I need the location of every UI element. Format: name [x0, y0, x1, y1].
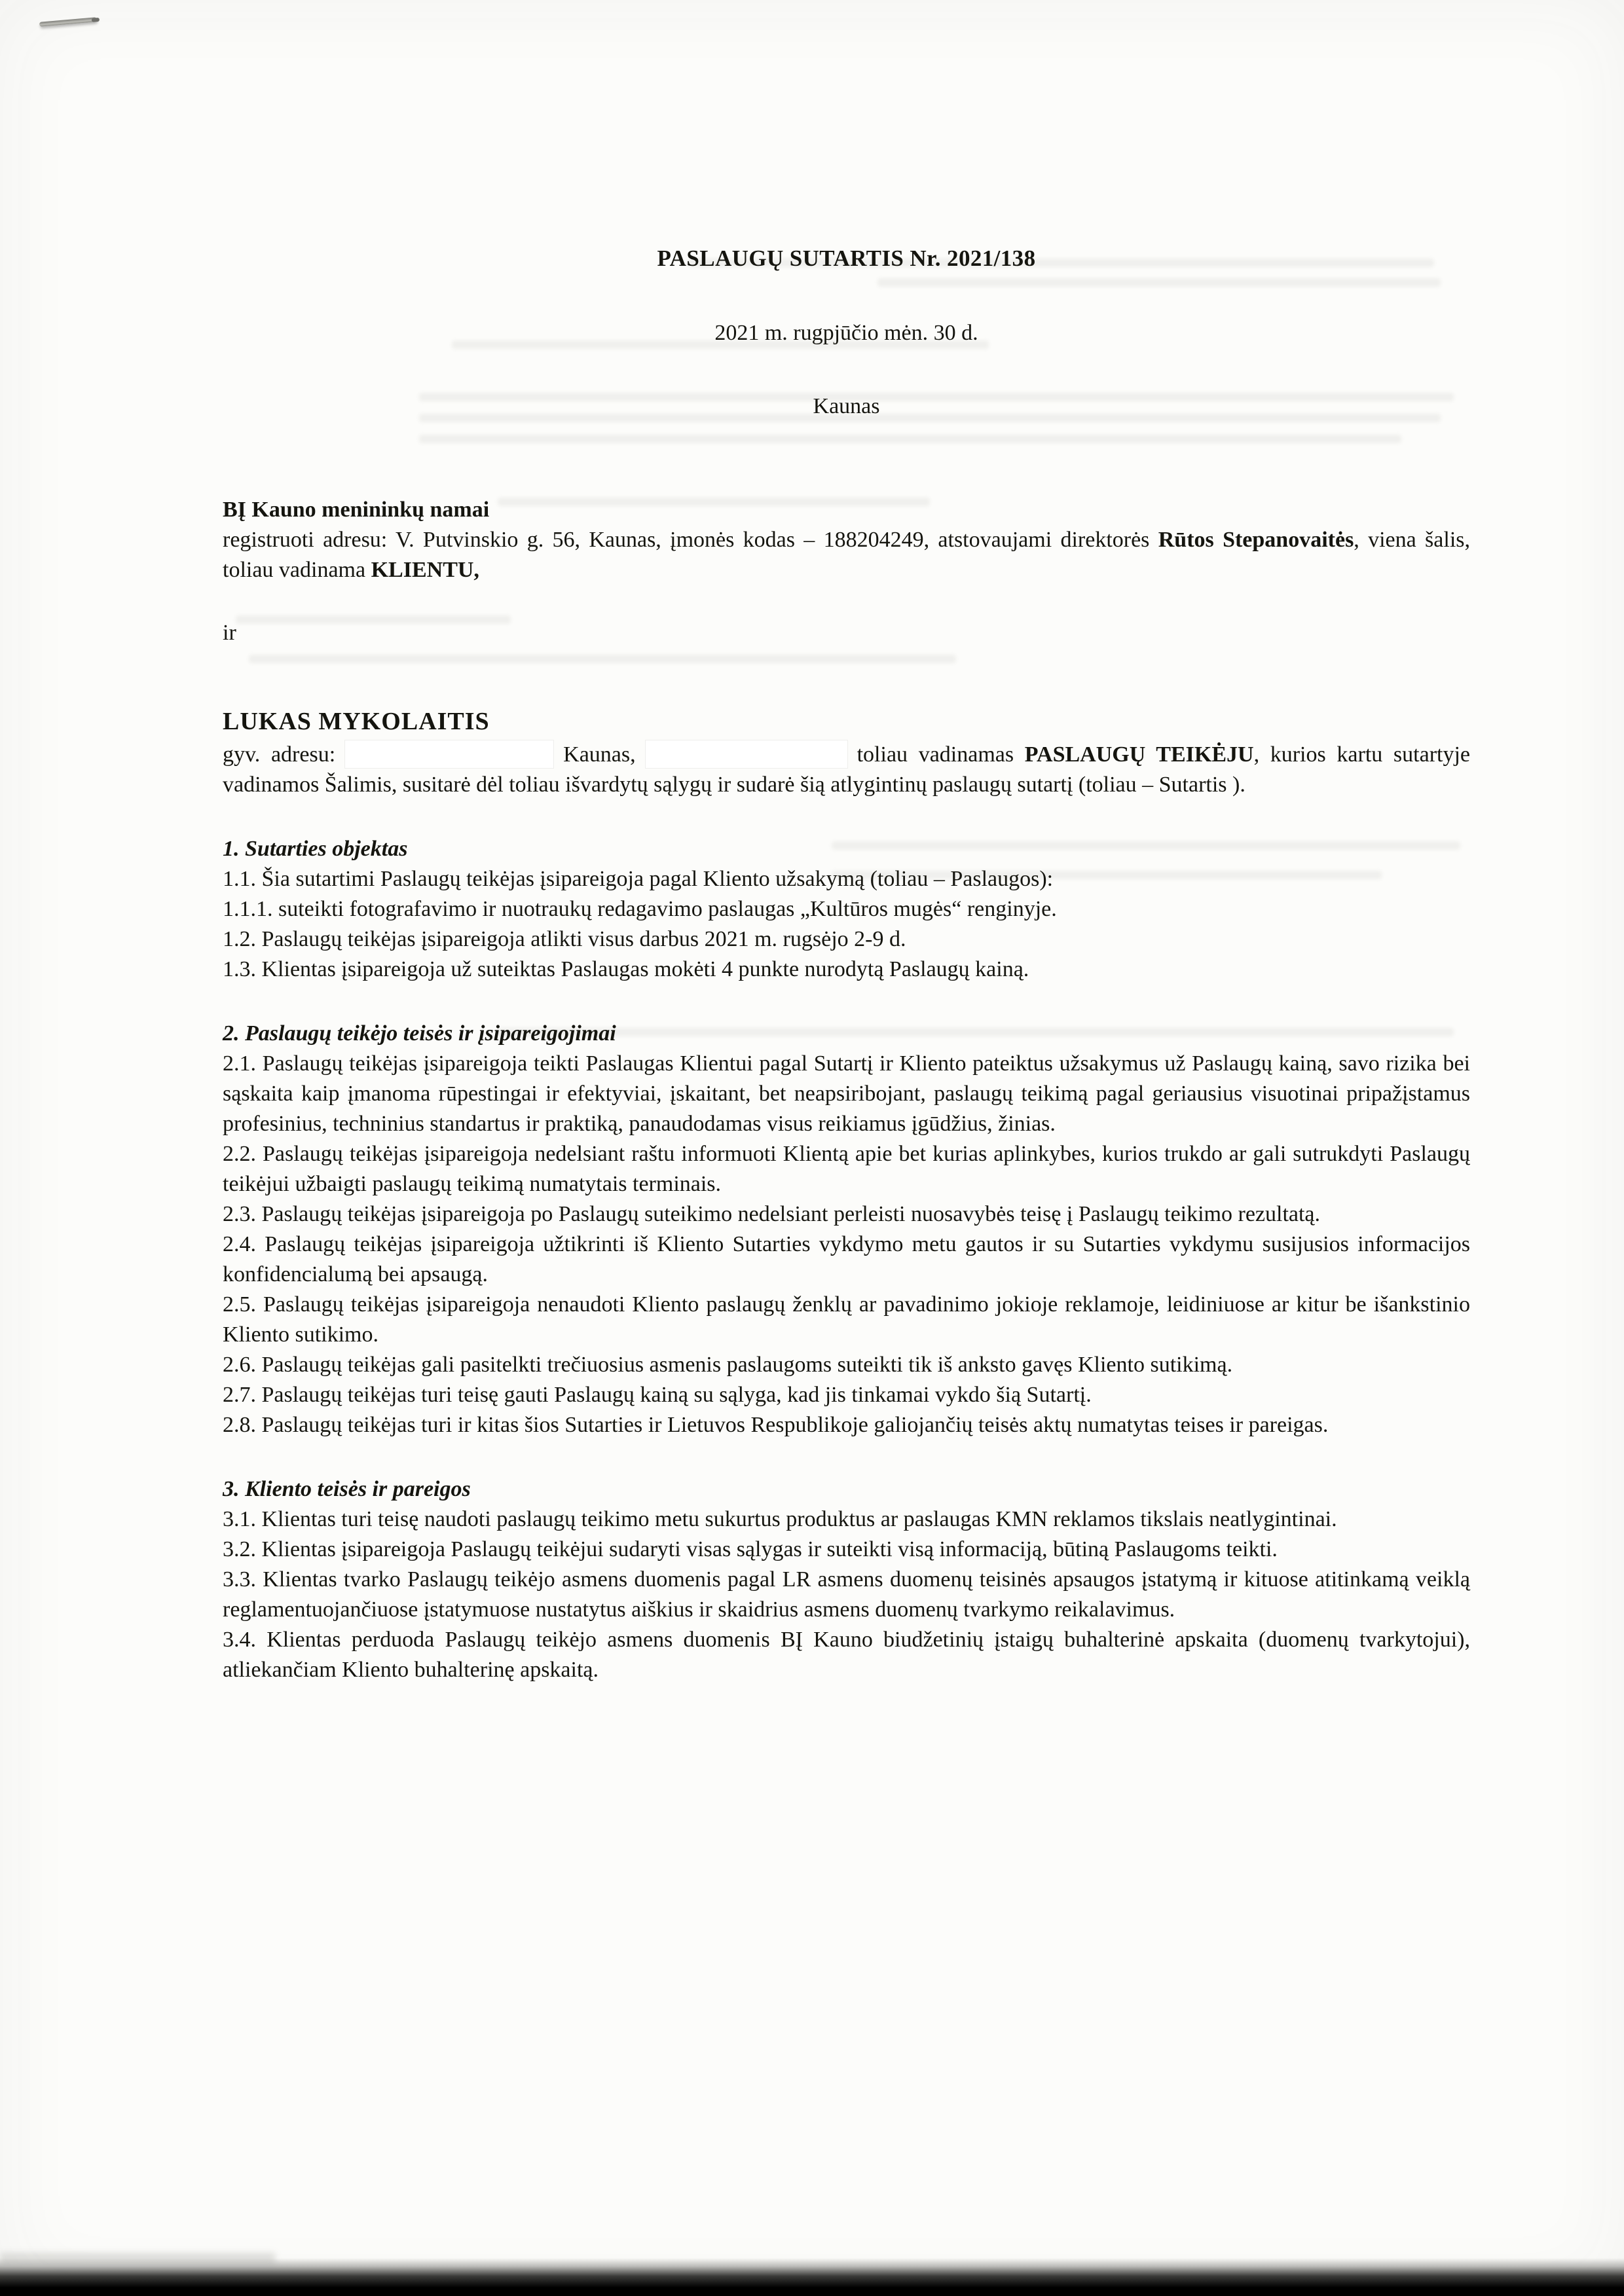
clause-paragraph: 2.5. Paslaugų teikėjas įsipareigoja nenaudoti Kliento paslaugų ženklų ar pavadinimo jokioje reklamoje, leidiniuose ar kitur be išankstinio Kliento sutikimo.: [223, 1292, 1470, 1347]
clause-paragraph: 2.3. Paslaugų teikėjas įsipareigoja po Paslaugų suteikimo nedelsiant perleisti nuosavybės teisę į Paslaugų teikimo rezultatą.: [223, 1202, 1321, 1226]
clause-paragraph: 2.1. Paslaugų teikėjas įsipareigoja teikti Paslaugas Klientui pagal Sutartį ir Kliento pateiktus užsakymus už Paslaugų kainą, savo rizika bei sąskaita kaip įmanoma rūpestingai ir efektyviai, įskaitant, bet neapsiribojant, paslaugų teikimą pagal geriausius visuotinai pripažįstamus profesinius, techninius standartus ir praktiką, panaudodamas visus reikiamus įgūdžius, žinias.: [223, 1051, 1470, 1136]
client-party-block: [223, 495, 1470, 585]
clause-paragraph: 3.4. Klientas perduoda Paslaugų teikėjo asmens duomenis BĮ Kauno biudžetinių įstaigų buhalterinė apskaita (duomenų tvarkytojui), atliekančiam Kliento buhalterinę apskaitą.: [223, 1628, 1470, 1682]
section-heading: 1. Sutarties objektas: [223, 837, 408, 861]
clause-paragraph: 2.8. Paslaugų teikėjas turi ir kitas šios Sutarties ir Lietuvos Respublikoje galiojančių teisės aktų numatytas teises ir pareigas.: [223, 1413, 1329, 1437]
contract-date: 2021 m. rugpjūčio mėn. 30 d.: [714, 321, 978, 345]
contract-sections: [223, 834, 1470, 1685]
client-term: KLIENTU,: [371, 558, 479, 582]
provider-name: LUKAS MYKOLAITIS: [223, 708, 490, 735]
provider-address-city: Kaunas,: [563, 742, 636, 767]
clause-paragraph: 1.2. Paslaugų teikėjas įsipareigoja atlikti visus darbus 2021 m. rugsėjo 2-9 d.: [223, 927, 906, 951]
clause-paragraph: 1.1. Šia sutartimi Paslaugų teikėjas įsipareigoja pagal Kliento užsakymą (toliau – Paslaugos):: [223, 867, 1054, 891]
provider-designation-tail: , kurios kartu sutartyje vadinamos Šalimis, susitarė dėl toliau išvardytų sąlygų ir sudarė šią atlygintinų paslaugų sutartį (toliau – Sutartis ).: [223, 742, 1470, 797]
provider-address-label: gyv. adresu:: [223, 742, 336, 767]
staple-mark: [39, 17, 97, 27]
scanner-edge-shadow: [0, 2258, 1624, 2296]
provider-term: PASLAUGŲ TEIKĖJU: [1024, 742, 1254, 767]
provider-designation-lead: toliau vadinamas: [857, 742, 1025, 767]
clause-paragraph: 1.3. Klientas įsipareigoja už suteiktas Paslaugas mokėti 4 punkte nurodytą Paslaugų kainą.: [223, 957, 1029, 981]
contract-content: [223, 244, 1470, 1685]
redaction-box: [645, 740, 848, 769]
clause-paragraph: 3.3. Klientas tvarko Paslaugų teikėjo asmens duomenis pagal LR asmens duomenų teisinės apsaugos įstatymą ir kituose atitinkamą veiklą reglamentuojančiuose įstatymuose nustatytus aiškius ir skaidrius asmens duomenų tvarkymo reikalavimus.: [223, 1567, 1470, 1622]
contract-city: Kaunas: [813, 394, 880, 418]
clause-paragraph: 3.2. Klientas įsipareigoja Paslaugų teikėjui sudaryti visas sąlygas ir suteikti visą informaciją, būtiną Paslaugoms teikti.: [223, 1537, 1278, 1561]
clause-paragraph: 3.1. Klientas turi teisę naudoti paslaugų teikimo metu sukurtus produktus ar paslaugas KMN reklamos tikslais neatlygintinai.: [223, 1507, 1337, 1531]
clause-paragraph: 2.6. Paslaugų teikėjas gali pasitelkti trečiuosius asmenis paslaugoms suteikti tik iš anksto gavęs Kliento sutikimą.: [223, 1353, 1233, 1377]
client-after-director: , viena šalis, toliau vadinama: [223, 528, 1470, 582]
contract-title: PASLAUGŲ SUTARTIS Nr. 2021/138: [657, 246, 1036, 271]
client-registered-address: registruoti adresu: V. Putvinskio g. 56, Kaunas, įmonės kodas – 188204249, atstovaujami direktorės: [223, 528, 1158, 552]
clause-paragraph: 1.1.1. suteikti fotografavimo ir nuotraukų redagavimo paslaugas „Kultūros mugės“ renginyje.: [223, 897, 1057, 921]
redaction-box: [344, 740, 554, 769]
client-director-name: Rūtos Stepanovaitės: [1158, 528, 1354, 552]
clause-paragraph: 2.4. Paslaugų teikėjas įsipareigoja užtikrinti iš Kliento Sutarties vykdymo metu gautos ir su Sutarties vykdymu susijusios informacijos konfidencialumą bei apsaugą.: [223, 1232, 1470, 1286]
provider-party-block: [223, 740, 1470, 800]
section-heading: 2. Paslaugų teikėjo teisės ir įsipareigojimai: [223, 1021, 616, 1046]
client-name: BĮ Kauno menininkų namai: [223, 498, 490, 522]
clause-paragraph: 2.2. Paslaugų teikėjas įsipareigoja nedelsiant raštu informuoti Klientą apie bet kurias aplinkybes, kurios trukdo ar gali sutrukdyti Paslaugų teikėjui užbaigti paslaugų teikimą numatytais terminais.: [223, 1142, 1470, 1196]
section-heading: 3. Kliento teisės ir pareigos: [223, 1477, 471, 1501]
clause-paragraph: 2.7. Paslaugų teikėjas turi teisę gauti Paslaugų kainą su sąlyga, kad jis tinkamai vykdo šią Sutartį.: [223, 1383, 1092, 1407]
parties-connector: ir: [223, 621, 236, 645]
